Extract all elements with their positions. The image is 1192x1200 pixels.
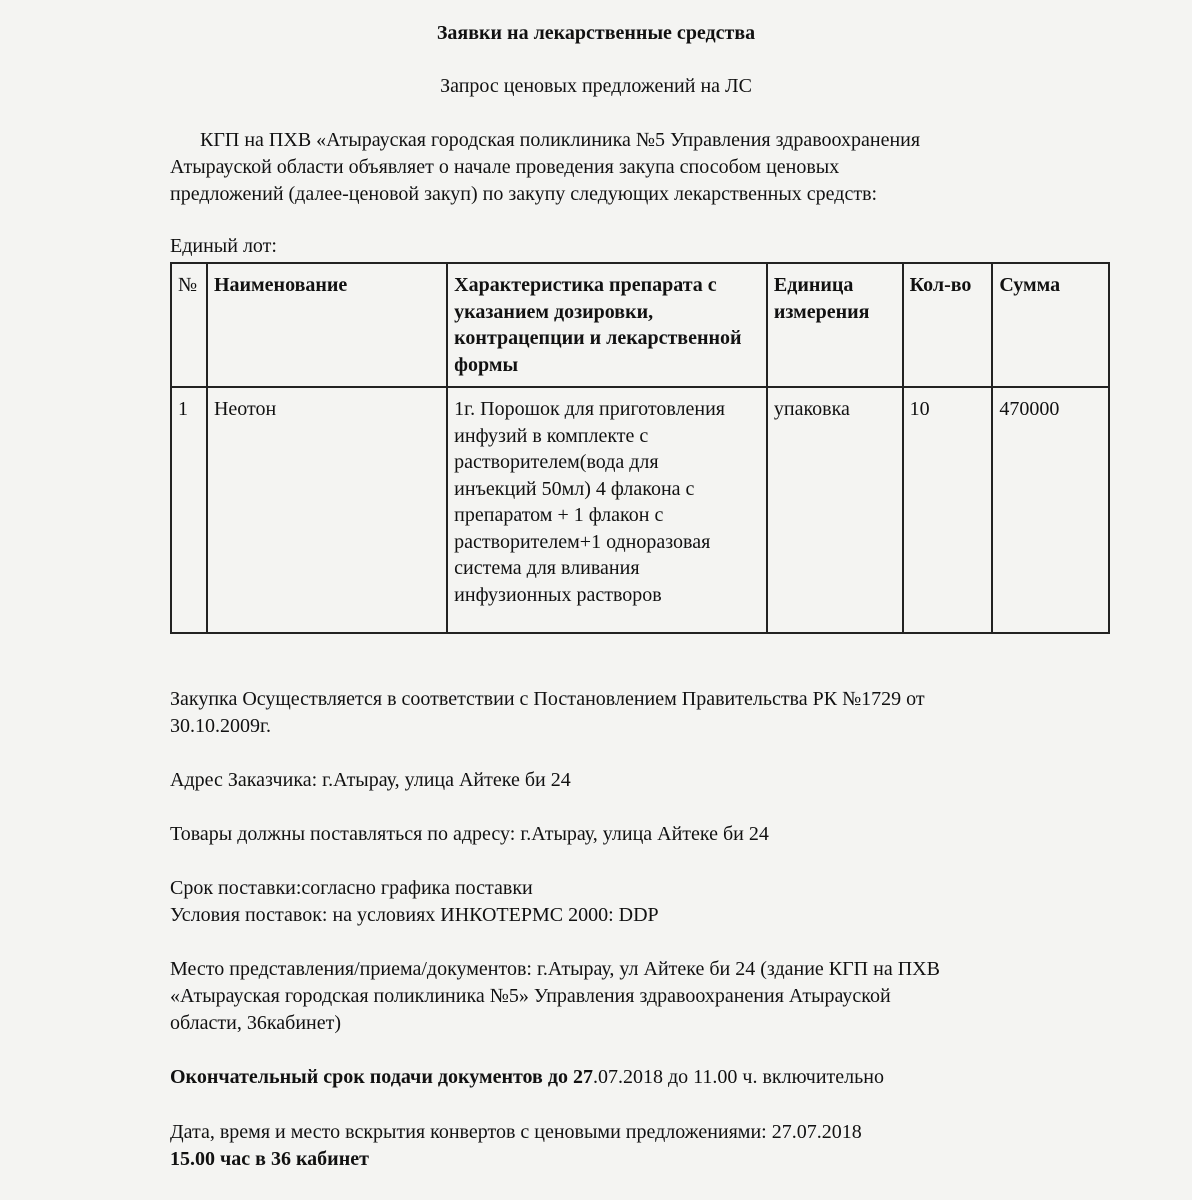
submission-line: Место представления/приема/документов: г.Атырау, ул Айтеке би 24 (здание КГП на ПХВ: [170, 958, 940, 980]
description-line: 1г. Порошок для приготовления: [454, 398, 726, 420]
header-unit: Единица измерения: [767, 263, 903, 387]
header-num: №: [171, 263, 207, 387]
table-row: [171, 387, 1109, 633]
items-table: [170, 262, 1110, 634]
cell-num: 1: [171, 387, 207, 633]
customer-address: Адрес Заказчика: г.Атырау, улица Айтеке би 24: [170, 769, 571, 791]
opening-time: 15.00 час в 36 кабинет: [170, 1148, 369, 1170]
deadline: [170, 1064, 884, 1091]
intro-line: КГП на ПХВ «Атырауская городская поликлиника №5 Управления здравоохранения: [200, 129, 921, 151]
opening-info: Дата, время и место вскрытия конвертов с ценовыми предложениями: 27.07.2018: [170, 1121, 862, 1143]
delivery-address: Товары должны поставляться по адресу: г.Атырау, улица Айтеке би 24: [170, 823, 769, 845]
basis-line: Закупка Осуществляется в соответствии с Постановлением Правительства РК №1729 от: [170, 688, 925, 710]
document-title: Заявки на лекарственные средства: [436, 22, 756, 44]
header-sum: Сумма: [992, 263, 1109, 387]
submission-line: области, 36кабинет): [170, 1012, 342, 1034]
description-line: система для вливания: [454, 557, 640, 579]
cell-description: [447, 387, 767, 633]
table-header-row: [171, 263, 1109, 387]
cell-sum: 470000: [992, 387, 1109, 633]
deadline-rest: .07.2018 до 11.00 ч. включительно: [592, 1066, 884, 1088]
description-line: инфузий в комплекте с: [454, 424, 649, 447]
deadline-bold: Окончательный срок подачи документов до 27: [170, 1066, 593, 1088]
basis-paragraph: [170, 686, 925, 740]
delivery-conditions: Условия поставок: на условиях ИНКОТЕРМС 2000: DDP: [170, 904, 659, 926]
cell-qty: 10: [903, 387, 993, 633]
cell-name: Неотон: [207, 387, 447, 633]
description-line: препаратом + 1 флакон с: [454, 504, 664, 526]
header-description: Характеристика препарата с указанием дозировки, контрацепции и лекарственной формы: [447, 263, 767, 387]
description-line: инфузионных растворов: [454, 583, 662, 606]
intro-paragraph: [170, 127, 920, 208]
intro-line: предложений (далее-ценовой закуп) по закупу следующих лекарственных средств:: [170, 183, 878, 205]
submission-line: «Атырауская городская поликлиника №5» Управления здравоохранения Атырауской: [170, 985, 891, 1007]
header-name: Наименование: [207, 263, 447, 387]
intro-line: Атырауской области объявляет о начале проведения закупа способом ценовых: [170, 156, 840, 178]
delivery-term: Срок поставки:согласно графика поставки: [170, 877, 533, 899]
submission-place: [170, 956, 940, 1037]
document-subtitle: Запрос ценовых предложений на ЛС: [440, 75, 752, 97]
basis-line: 30.10.2009г.: [170, 715, 271, 737]
lot-label: Единый лот:: [170, 235, 277, 257]
description-line: растворителем+1 одноразовая: [454, 530, 711, 553]
cell-unit: упаковка: [767, 387, 903, 633]
header-qty: Кол-во: [903, 263, 993, 387]
description-line: растворителем(вода для: [454, 451, 659, 473]
description-line: инъекций 50мл) 4 флакона с: [454, 477, 695, 500]
